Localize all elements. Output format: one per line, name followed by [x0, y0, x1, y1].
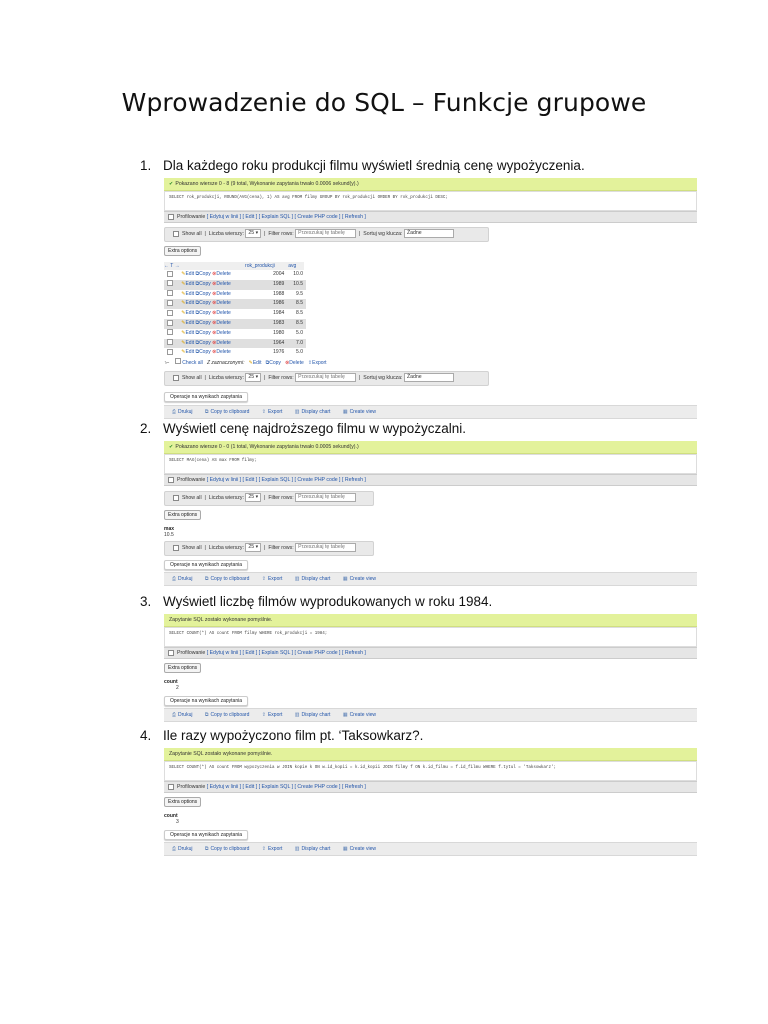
question-1 [140, 158, 585, 173]
table-row [164, 280, 306, 290]
clipboard-icon: ⧉ [204, 712, 209, 718]
question-text: Ile razy wypożyczono film pt. ‘Taksowkarz?. [163, 728, 424, 743]
row-copy-link[interactable]: Copy [199, 271, 211, 277]
arrow-left-icon[interactable]: ← T → [164, 263, 180, 269]
pencil-icon: ✎ [181, 339, 186, 346]
check-all-link[interactable]: Check all [182, 360, 203, 367]
export-button[interactable]: ⇪ Export [261, 409, 283, 416]
row-actions [178, 270, 244, 280]
cell-avg: 5.0 [296, 329, 303, 336]
status-text: Pokazano wiersze 0 - 8 (9 total, Wykonanie zapytania trwało 0.0006 sekund(y).) [175, 181, 359, 187]
delete-icon: ⊗ [285, 360, 290, 367]
print-button[interactable]: ⎙ Drukuj [172, 712, 193, 718]
operations-bar [164, 842, 697, 856]
row-copy-link[interactable]: Copy [199, 310, 211, 317]
select-arrow-icon: ↑⌐ [164, 360, 170, 367]
filter-label: Filter rows: [268, 545, 294, 551]
bulk-export[interactable]: Export [312, 360, 327, 367]
show-all-checkbox[interactable] [173, 375, 179, 381]
rows-select[interactable]: 25 ▾ [245, 493, 261, 502]
cell-year: 1986 [273, 300, 285, 307]
bulk-edit[interactable]: Edit [252, 360, 262, 367]
rows-label: Liczba wierszy: [208, 545, 244, 551]
delete-icon: ⊗ [212, 349, 217, 356]
delete-icon: ⊗ [212, 319, 217, 326]
copy-icon: ⧉ [195, 349, 200, 356]
show-all-checkbox[interactable] [173, 495, 179, 501]
pencil-icon: ✎ [181, 290, 186, 297]
result-panel-2 [164, 441, 697, 586]
row-checkbox[interactable] [167, 329, 173, 335]
bulk-actions [164, 358, 697, 368]
row-checkbox[interactable] [167, 290, 173, 296]
copy-icon: ⧉ [195, 339, 200, 346]
query-links[interactable]: [ Edytuj w linii ] [ Edit ] [ Explain SQL ] [ Create PHP code ] [ Refresh ] [206, 650, 366, 656]
pencil-icon: ✎ [181, 271, 186, 277]
status-bar [164, 614, 697, 627]
row-actions [178, 329, 244, 339]
filter-bar: Show all | Liczba wierszy: 25 ▾ | Filter rows: Przeszukaj tę tabelę | Sortuj wg klucza: Żadne [164, 227, 489, 242]
result-panel-4 [164, 748, 697, 856]
print-button[interactable]: ⎙ Drukuj [172, 409, 193, 416]
result-column-header[interactable]: count [164, 679, 178, 685]
result-value: 10.5 [164, 532, 174, 538]
chart-icon: ▥ [294, 712, 300, 718]
delete-icon: ⊗ [212, 300, 217, 307]
result-column-header[interactable]: max [164, 526, 175, 532]
printer-icon: ⎙ [172, 846, 177, 852]
row-checkbox-cell [164, 309, 178, 319]
check-icon: ✔ [169, 181, 174, 187]
export-icon: ⇪ [261, 712, 266, 718]
question-number: 2. [140, 421, 152, 436]
extra-options-button[interactable]: Extra options [164, 246, 201, 256]
row-edit-link[interactable]: Edit [185, 290, 195, 297]
filter-label: Filter rows: [268, 375, 294, 382]
row-edit-link[interactable]: Edit [185, 271, 195, 277]
rows-select[interactable]: 25 ▾ [245, 373, 261, 382]
profiling-checkbox[interactable] [168, 784, 174, 790]
page-title: Wprowadzenie do SQL – Funkcje grupowe [121, 88, 647, 117]
result-value: 2 [176, 685, 179, 691]
filter-bar-bottom: Show all | Liczba wierszy: 25 ▾ | Filter rows: Przeszukaj tę tabelę [164, 541, 374, 556]
delete-icon: ⊗ [212, 280, 217, 287]
row-delete-link[interactable]: Delete [216, 349, 231, 356]
cell-avg: 5.0 [296, 349, 303, 356]
result-column-header[interactable]: count [164, 813, 178, 819]
export-icon: ⇪ [261, 409, 266, 416]
cell-year: 2004 [273, 271, 285, 277]
rows-select[interactable]: 25 ▾ [245, 543, 261, 552]
row-checkbox[interactable] [167, 310, 173, 316]
operations-title: Operacje na wynikach zapytania [164, 696, 248, 706]
question-text: Wyświetl cenę najdroższego filmu w wypożyczalni. [163, 421, 466, 436]
profiling-bar [164, 211, 697, 223]
row-edit-link[interactable]: Edit [185, 339, 195, 346]
display-chart-button[interactable]: ▥ Display chart [294, 712, 331, 718]
delete-icon: ⊗ [212, 310, 217, 317]
cell-avg: 8.5 [296, 319, 303, 326]
status-bar [164, 748, 697, 761]
copy-icon: ⧉ [195, 271, 200, 277]
cell-avg: 8.5 [296, 310, 303, 317]
table-row [164, 290, 306, 300]
row-copy-link[interactable]: Copy [199, 300, 211, 307]
show-all-label: Show all [182, 375, 202, 382]
display-chart-button[interactable]: ▥ Display chart [294, 576, 331, 582]
row-checkbox-cell [164, 270, 178, 280]
cell-year: 1984 [273, 310, 285, 317]
delete-icon: ⊗ [212, 290, 217, 297]
sort-label: Sortuj wg klucza: [363, 375, 403, 382]
bulk-copy[interactable]: Copy [269, 360, 281, 367]
table-row [164, 348, 306, 358]
question-3 [140, 594, 492, 609]
copy-icon: ⧉ [195, 319, 200, 326]
row-delete-link[interactable]: Delete [216, 300, 231, 307]
question-4 [140, 728, 423, 743]
row-checkbox-cell [164, 299, 178, 309]
cell-year: 1976 [273, 349, 285, 356]
row-checkbox[interactable] [167, 280, 173, 286]
cell-avg: 9.5 [296, 290, 303, 297]
row-copy-link[interactable]: Copy [199, 349, 211, 356]
row-checkbox-cell [164, 339, 178, 349]
profiling-bar [164, 781, 697, 793]
pencil-icon: ✎ [181, 329, 186, 336]
sort-label: Sortuj wg klucza: [363, 231, 403, 237]
profiling-bar [164, 474, 697, 486]
query-links[interactable]: [ Edytuj w linii ] [ Edit ] [ Explain SQL ] [ Create PHP code ] [ Refresh ] [206, 477, 366, 483]
row-checkbox-cell [164, 290, 178, 300]
table-row [164, 309, 306, 319]
row-copy-link[interactable]: Copy [199, 319, 211, 326]
display-chart-button[interactable]: ▥ Display chart [294, 409, 331, 416]
show-all-label: Show all [182, 231, 202, 237]
row-actions [178, 348, 244, 358]
cell-year: 1983 [273, 319, 285, 326]
copy-icon: ⧉ [195, 300, 200, 307]
rows-label: Liczba wierszy: [208, 231, 244, 237]
cell-year: 1980 [273, 329, 285, 336]
export-icon: ⇪ [261, 846, 266, 852]
row-checkbox[interactable] [167, 300, 173, 306]
operations-title: Operacje na wynikach zapytania [164, 392, 248, 402]
copy-clipboard-button[interactable]: ⧉ Copy to clipboard [204, 712, 250, 718]
cell-avg: 7.0 [296, 339, 303, 346]
sort-select[interactable]: Żadne [404, 373, 454, 382]
table-row [164, 329, 306, 339]
delete-icon: ⊗ [212, 329, 217, 336]
profiling-checkbox[interactable] [168, 214, 174, 220]
profiling-label: Profilowanie [177, 214, 206, 220]
row-actions [178, 280, 244, 290]
row-actions [178, 290, 244, 300]
row-checkbox-cell [164, 348, 178, 358]
rows-label: Liczba wierszy: [208, 375, 244, 382]
row-checkbox[interactable] [167, 271, 173, 277]
view-icon: ▦ [342, 409, 348, 416]
clipboard-icon: ⧉ [204, 409, 209, 416]
printer-icon: ⎙ [172, 409, 177, 416]
extra-options-button[interactable]: Extra options [164, 510, 201, 520]
print-button[interactable]: ⎙ Drukuj [172, 846, 193, 852]
bulk-delete[interactable]: Delete [289, 360, 304, 367]
view-icon: ▦ [342, 712, 348, 718]
sql-query: SELECT MAX(cena) AS max FROM filmy; [164, 454, 697, 474]
query-links[interactable]: [ Edytuj w linii ] [ Edit ] [ Explain SQL ] [ Create PHP code ] [ Refresh ] [206, 214, 366, 220]
cell-year: 1989 [273, 280, 285, 287]
filter-input[interactable]: Przeszukaj tę tabelę [295, 373, 356, 382]
export-icon: ⇪ [307, 360, 313, 367]
sql-query: SELECT COUNT(*) AS count FROM wypozyczenia w JOIN kopie k ON w.id_kopii = k.id_kopii JOIN filmy f ON k.id_filmu = f.id_filmu WHERE f.tytul = 'Taksowkarz'; [164, 761, 697, 781]
profiling-label: Profilowanie [177, 477, 206, 483]
row-delete-link[interactable]: Delete [216, 280, 231, 287]
status-text: Zapytanie SQL zostało wykonane pomyślnie. [169, 617, 273, 623]
question-number: 1. [140, 158, 152, 173]
chart-icon: ▥ [294, 846, 300, 852]
filter-input[interactable]: Przeszukaj tę tabelę [295, 543, 356, 552]
cell-avg: 10.0 [293, 271, 303, 277]
operations-bar [164, 572, 697, 586]
row-edit-link[interactable]: Edit [185, 280, 195, 287]
check-icon: ✔ [169, 444, 174, 450]
result-panel-1 [164, 178, 697, 419]
result-value: 3 [176, 819, 179, 825]
extra-options-button[interactable]: Extra options [164, 663, 201, 673]
copy-icon: ⧉ [195, 280, 200, 287]
clipboard-icon: ⧉ [204, 576, 209, 582]
row-delete-link[interactable]: Delete [216, 319, 231, 326]
question-number: 3. [140, 594, 152, 609]
clipboard-icon: ⧉ [204, 846, 209, 852]
chart-icon: ▥ [294, 409, 300, 416]
row-checkbox[interactable] [167, 320, 173, 326]
row-actions [178, 339, 244, 349]
copy-icon: ⧉ [195, 329, 200, 336]
operations-title: Operacje na wynikach zapytania [164, 830, 248, 840]
question-text: Wyświetl liczbę filmów wyprodukowanych w roku 1984. [163, 594, 493, 609]
status-text: Pokazano wiersze 0 - 0 (1 total, Wykonanie zapytania trwało 0.0005 sekund(y).) [175, 444, 359, 450]
cell-year: 1988 [273, 290, 285, 297]
results-header [164, 262, 304, 270]
delete-icon: ⊗ [212, 271, 217, 277]
pencil-icon: ✎ [181, 310, 186, 317]
row-delete-link[interactable]: Delete [216, 310, 231, 317]
pencil-icon: ✎ [181, 349, 186, 356]
filter-bar: Show all | Liczba wierszy: 25 ▾ | Filter rows: Przeszukaj tę tabelę [164, 491, 374, 506]
row-actions [178, 299, 244, 309]
chart-icon: ▥ [294, 576, 300, 582]
question-number: 4. [140, 728, 152, 743]
sql-query: SELECT COUNT(*) AS count FROM filmy WHERE rok_produkcji = 1984; [164, 627, 697, 647]
filter-bar-bottom: Show all | Liczba wierszy: 25 ▾ | Filter rows: Przeszukaj tę tabelę | Sortuj wg klucza: Żadne [164, 371, 489, 386]
show-all-label: Show all [182, 495, 202, 501]
printer-icon: ⎙ [172, 576, 177, 582]
extra-options-button[interactable]: Extra options [164, 797, 201, 807]
sort-select[interactable]: Żadne [404, 229, 454, 238]
export-button[interactable]: ⇪ Export [261, 712, 283, 718]
row-edit-link[interactable]: Edit [185, 349, 195, 356]
profiling-bar [164, 647, 697, 659]
show-all-checkbox[interactable] [173, 545, 179, 551]
check-all-checkbox[interactable] [175, 358, 181, 364]
pencil-icon: ✎ [248, 360, 253, 367]
create-view-button[interactable]: ▦ Create view [342, 576, 376, 582]
table-row [164, 299, 306, 309]
operations-title: Operacje na wynikach zapytania [164, 560, 248, 570]
view-icon: ▦ [342, 576, 348, 582]
row-copy-link[interactable]: Copy [199, 329, 211, 336]
view-icon: ▦ [342, 846, 348, 852]
row-copy-link[interactable]: Copy [199, 290, 211, 297]
copy-icon: ⧉ [265, 360, 270, 367]
delete-icon: ⊗ [212, 339, 217, 346]
query-links[interactable]: [ Edytuj w linii ] [ Edit ] [ Explain SQL ] [ Create PHP code ] [ Refresh ] [206, 784, 366, 790]
show-all-label: Show all [182, 545, 202, 551]
row-delete-link[interactable]: Delete [216, 339, 231, 346]
row-actions [178, 309, 244, 319]
row-checkbox[interactable] [167, 349, 173, 355]
row-copy-link[interactable]: Copy [199, 339, 211, 346]
row-edit-link[interactable]: Edit [185, 300, 195, 307]
row-delete-link[interactable]: Delete [216, 271, 231, 277]
result-panel-3 [164, 614, 697, 722]
profiling-label: Profilowanie [177, 784, 206, 790]
column-header-year[interactable]: rok_produkcji [245, 263, 275, 269]
export-icon: ⇪ [261, 576, 266, 582]
pencil-icon: ✎ [181, 280, 186, 287]
row-edit-link[interactable]: Edit [185, 329, 195, 336]
with-selected-label: Z zaznaczonymi: [206, 360, 245, 367]
row-actions [178, 319, 244, 329]
row-delete-link[interactable]: Delete [216, 329, 231, 336]
row-edit-link[interactable]: Edit [185, 310, 195, 317]
printer-icon: ⎙ [172, 712, 177, 718]
cell-year: 1964 [273, 339, 285, 346]
operations-bar [164, 708, 697, 722]
copy-clipboard-button[interactable]: ⧉ Copy to clipboard [204, 409, 250, 416]
row-edit-link[interactable]: Edit [185, 319, 195, 326]
question-text: Dla każdego roku produkcji filmu wyświetl średnią cenę wypożyczenia. [163, 158, 585, 173]
export-button[interactable]: ⇪ Export [261, 576, 283, 582]
status-bar [164, 441, 697, 454]
profiling-label: Profilowanie [177, 650, 206, 656]
operations-bar [164, 405, 697, 419]
column-header-avg[interactable]: avg [288, 263, 297, 269]
cell-avg: 8.5 [296, 300, 303, 307]
profiling-checkbox[interactable] [168, 650, 174, 656]
table-row [164, 339, 306, 349]
copy-icon: ⧉ [195, 290, 200, 297]
status-bar [164, 178, 697, 191]
filter-label: Filter rows: [268, 495, 294, 501]
pencil-icon: ✎ [181, 300, 186, 307]
rows-select[interactable]: 25 ▾ [245, 229, 261, 238]
copy-clipboard-button[interactable]: ⧉ Copy to clipboard [204, 576, 250, 582]
filter-input[interactable]: Przeszukaj tę tabelę [295, 493, 356, 502]
row-delete-link[interactable]: Delete [216, 290, 231, 297]
row-checkbox-cell [164, 329, 178, 339]
create-view-button[interactable]: ▦ Create view [342, 846, 376, 852]
table-row [164, 270, 306, 280]
row-checkbox-cell [164, 319, 178, 329]
rows-label: Liczba wierszy: [208, 495, 244, 501]
pencil-icon: ✎ [181, 319, 186, 326]
table-row [164, 319, 306, 329]
status-text: Zapytanie SQL zostało wykonane pomyślnie. [169, 751, 273, 757]
results-table [164, 270, 306, 358]
export-button[interactable]: ⇪ Export [261, 846, 283, 852]
show-all-checkbox[interactable] [173, 231, 179, 237]
filter-input[interactable]: Przeszukaj tę tabelę [295, 229, 356, 238]
display-chart-button[interactable]: ▥ Display chart [294, 846, 331, 852]
print-button[interactable]: ⎙ Drukuj [172, 576, 193, 582]
question-2 [140, 421, 466, 436]
copy-icon: ⧉ [195, 310, 200, 317]
cell-avg: 10.5 [293, 280, 303, 287]
profiling-checkbox[interactable] [168, 477, 174, 483]
row-checkbox[interactable] [167, 339, 173, 345]
create-view-button[interactable]: ▦ Create view [342, 712, 376, 718]
row-checkbox-cell [164, 280, 178, 290]
filter-label: Filter rows: [268, 231, 294, 237]
create-view-button[interactable]: ▦ Create view [342, 409, 376, 416]
row-copy-link[interactable]: Copy [199, 280, 211, 287]
sql-query: SELECT rok_produkcji, ROUND(AVG(cena), 1) AS avg FROM filmy GROUP BY rok_produkcji ORDER BY rok_produkcji DESC; [164, 191, 697, 211]
copy-clipboard-button[interactable]: ⧉ Copy to clipboard [204, 846, 250, 852]
